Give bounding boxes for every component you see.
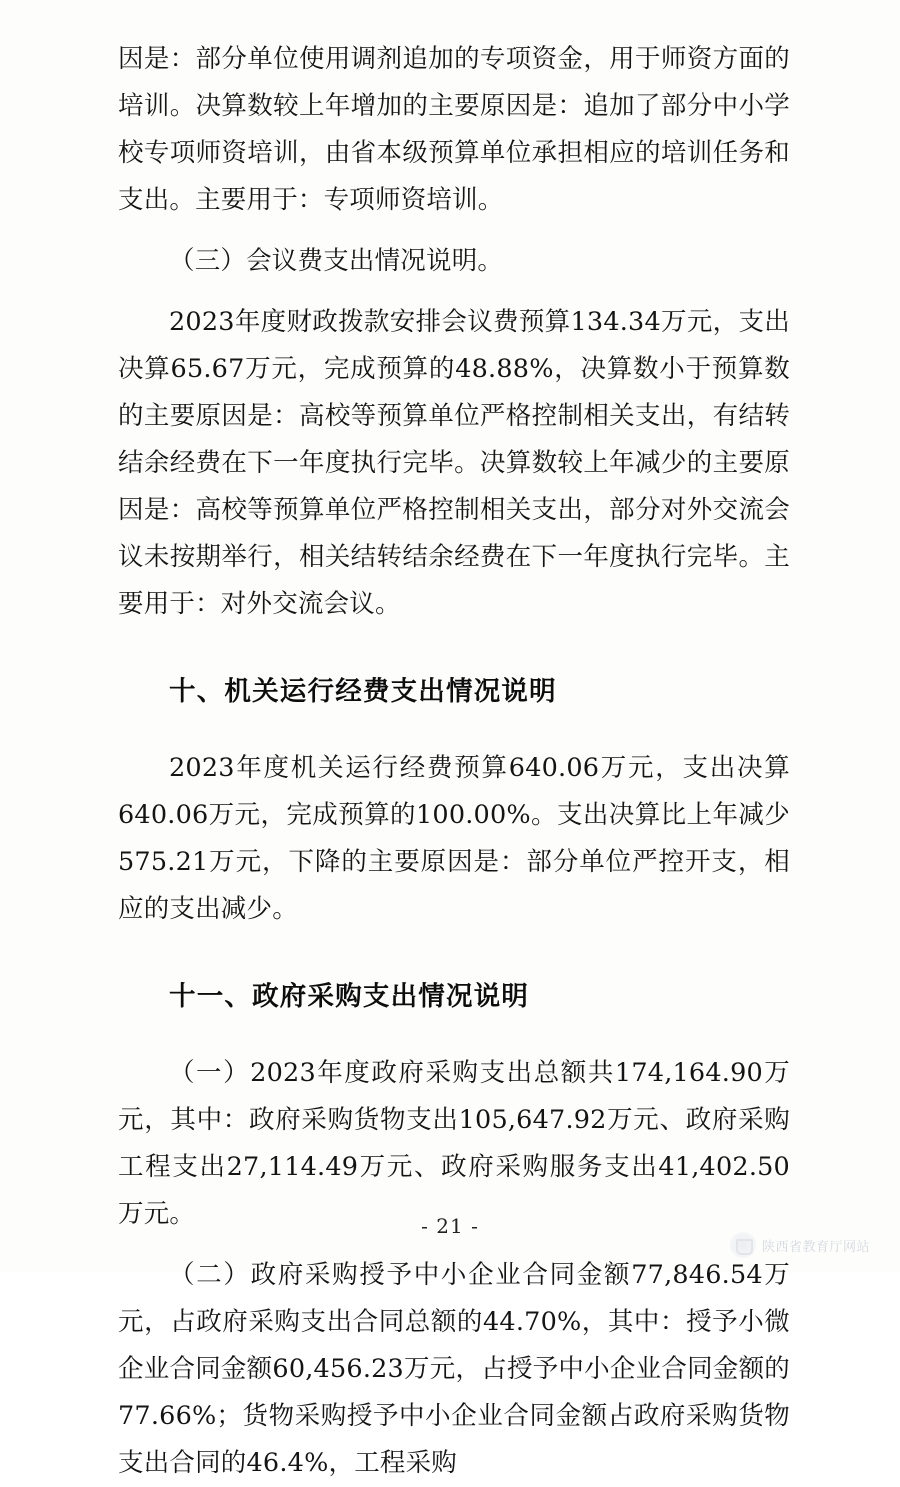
paragraph-operating-expenses: 2023年度机关运行经费预算640.06万元，支出决算640.06万元，完成预算的100.00%。支出决算比上年减少575.21万元，下降的主要原因是：部分单位严控开支，相应的支出减少。: [118, 753, 790, 924]
section-heading-eleven: 十一、政府采购支出情况说明: [169, 981, 530, 1012]
site-watermark: [730, 1232, 870, 1258]
watermark-label: 陕西省教育厅网站: [761, 1239, 870, 1255]
paragraph-continuation-training: 因是：部分单位使用调剂追加的专项资金，用于师资方面的培训。决算数较上年增加的主要原因是：追加了部分中小学校专项师资培训，由省本级预算单位承担相应的培训任务和支出。主要用于：专项师资培训。: [118, 44, 790, 215]
spacer: [118, 1238, 790, 1252]
spacer: [118, 715, 790, 745]
spacer: [118, 1020, 790, 1050]
spacer: [118, 224, 790, 238]
subsection-heading-meeting-fee: （三）会议费支出情况说明。: [169, 246, 504, 276]
paragraph-procurement-sme: （二）政府采购授予中小企业合同金额77,846.54万元，占政府采购支出合同总额的44.70%，其中：授予小微企业合同金额60,456.23万元，占授予中小企业合同金额的77.66%；货物采购授予中小企业合同金额占政府采购货物支出合同的46.4%，工程采购: [118, 1260, 790, 1478]
paragraph-procurement-total: （一）2023年度政府采购支出总额共174,164.90万元，其中：政府采购货物支出105,647.92万元、政府采购工程支出27,114.49万元、政府采购服务支出41,402.50万元。: [118, 1058, 790, 1229]
spacer: [118, 285, 790, 299]
spacer: [118, 628, 790, 668]
watermark-emblem-icon: [730, 1232, 756, 1258]
page-content: [118, 36, 790, 1487]
paragraph-meeting-fee-details: 2023年度财政拨款安排会议费预算134.34万元，支出决算65.67万元，完成预算的48.88%，决算数小于预算数的主要原因是：高校等预算单位严格控制相关支出，有结转结余经费在下一年度执行完毕。决算数较上年减少的主要原因是：高校等预算单位严格控制相关支出，部分对外交流会议未按期举行，相关结转结余经费在下一年度执行完毕。主要用于：对外交流会议。: [118, 307, 790, 619]
section-heading-ten: 十、机关运行经费支出情况说明: [169, 676, 557, 707]
page-number: - 21 -: [421, 1214, 479, 1238]
spacer: [118, 933, 790, 973]
